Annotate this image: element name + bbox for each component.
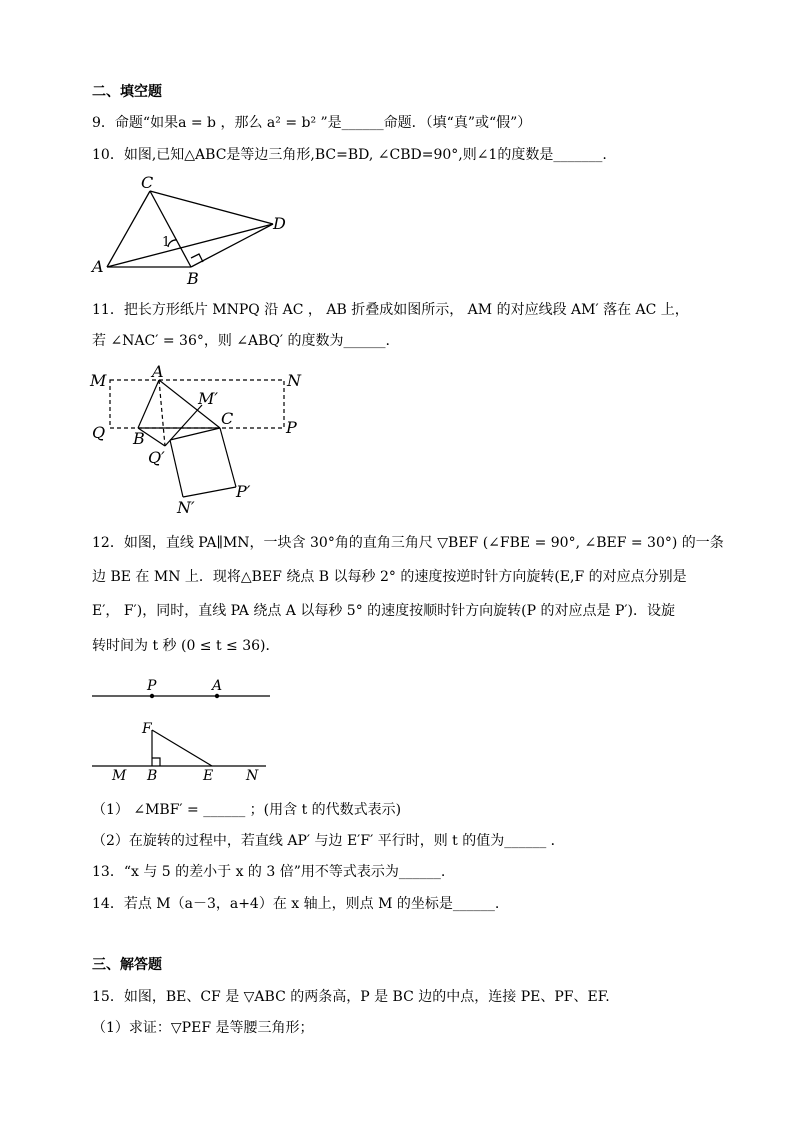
question-12-sub2: （2）在旋转的过程中，若直线 AP′ 与边 E′F′ 平行时，则 t 的值为______ ． xyxy=(92,833,565,849)
label-a: A xyxy=(212,678,223,694)
label-f: F xyxy=(142,721,152,737)
question-12-line3: E′， F′)，同时，直线 PA 绕点 A 以每秒 5° 的速度按顺时针方向旋转(P 的对应点是 P′)．设旋 xyxy=(92,603,676,619)
label-b: B xyxy=(187,269,199,288)
label-n: N xyxy=(246,768,259,784)
label-b: B xyxy=(147,768,158,784)
label-p: P xyxy=(286,418,297,437)
question-14: 14．若点 M（a－3，a+4）在 x 轴上，则点 M 的坐标是______. xyxy=(92,896,500,912)
label-c: C xyxy=(141,173,154,192)
question-12-sub1: （1） ∠MBF′ = ______ ；(用含 t 的代数式表示) xyxy=(92,802,402,818)
label-m: M xyxy=(90,371,107,390)
question-11-line1: 11．把长方形纸片 MNPQ 沿 AC ， AB 折叠成如图所示， AM 的对应线段 AM′ 落在 AC 上， xyxy=(92,302,689,318)
label-d: D xyxy=(273,214,286,233)
label-e: E xyxy=(203,768,214,784)
question-11-line2: 若 ∠NAC′ = 36°，则 ∠ABQ′ 的度数为______. xyxy=(92,333,391,349)
question-15-sub1: （1）求证：▽PEF 是等腰三角形； xyxy=(92,1020,314,1036)
label-m-prime: M′ xyxy=(198,389,219,408)
label-a: A xyxy=(152,362,164,381)
label-p: P xyxy=(147,678,157,694)
question-13: 13．“x 与 5 的差小于 x 的 3 倍”用不等式表示为______. xyxy=(92,864,446,880)
section-heading-solve: 三、解答题 xyxy=(92,957,162,973)
question-15: 15．如图，BE、CF 是 ▽ABC 的两条高，P 是 BC 边的中点，连接 PE、PF、EF. xyxy=(92,989,610,1005)
label-angle-1: 1 xyxy=(162,235,171,250)
label-m: M xyxy=(112,768,127,784)
question-9: 9．命题“如果a = b ，那么 a² = b² ”是______命题．（填“真”或“假”） xyxy=(92,115,532,131)
question-10: 10．如图,已知△ABC是等边三角形,BC=BD, ∠CBD=90°,则∠1的度数是_______. xyxy=(92,147,607,163)
question-12-line1: 12．如图，直线 PA∥MN，一块含 30°角的直角三角尺 ▽BEF (∠FBE = 90°, ∠BEF = 30°) 的一条 xyxy=(92,535,724,551)
label-a: A xyxy=(92,257,104,276)
label-n-prime: N′ xyxy=(177,498,195,517)
label-p-prime: P′ xyxy=(236,482,251,501)
question-12-line4: 转时间为 t 秒 (0 ≤ t ≤ 36)． xyxy=(92,638,280,654)
section-heading-fill-blank: 二、填空题 xyxy=(92,84,162,100)
label-q-prime: Q′ xyxy=(148,448,165,467)
question-12-line2: 边 BE 在 MN 上．现将△BEF 绕点 B 以每秒 2° 的速度按逆时针方向旋转(E,F 的对应点分别是 xyxy=(92,569,687,585)
label-n: N xyxy=(287,371,301,390)
label-c: C xyxy=(221,409,234,428)
label-q: Q xyxy=(92,423,106,442)
label-b: B xyxy=(133,429,145,448)
